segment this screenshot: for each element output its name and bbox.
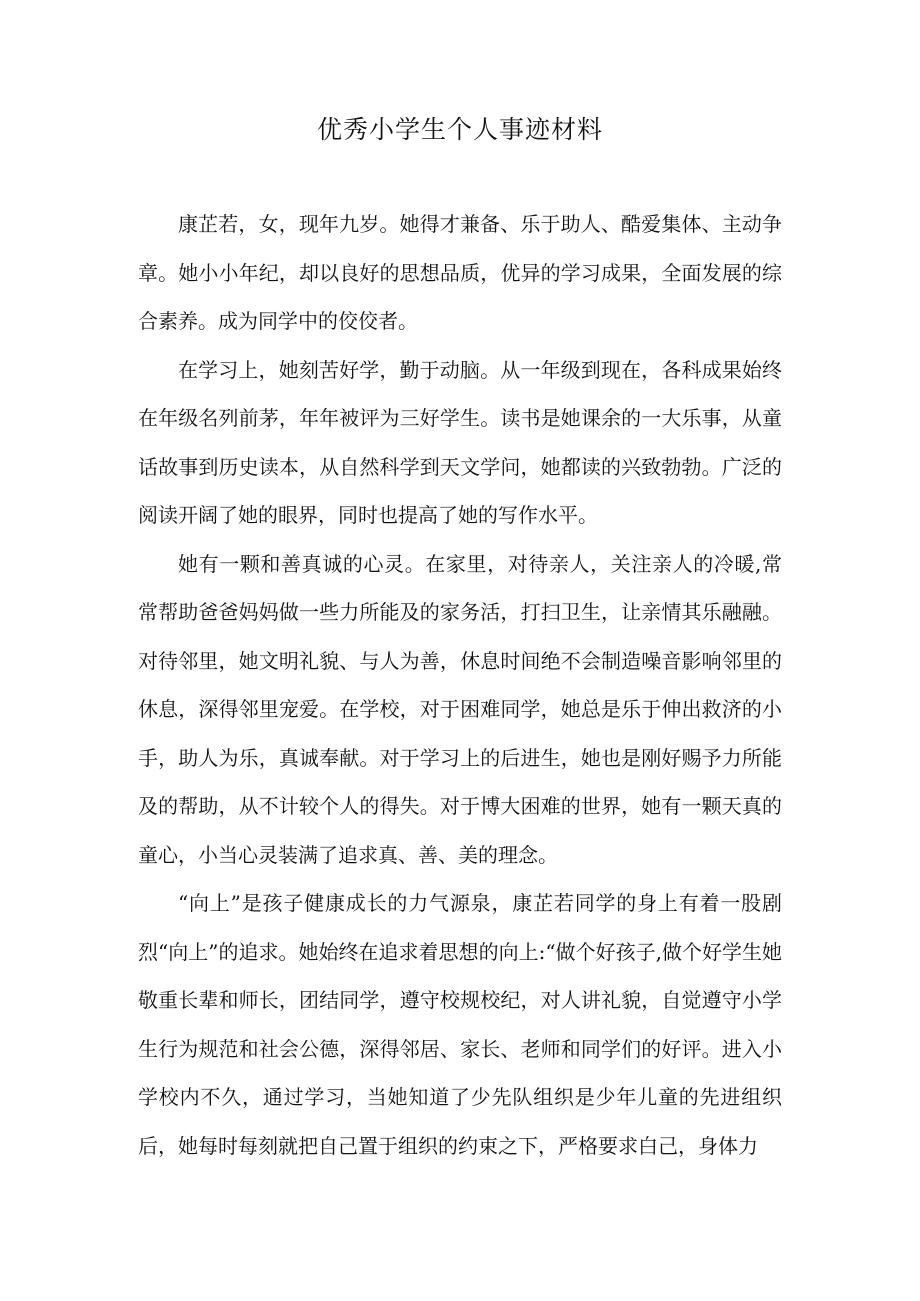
document-body: [138, 200, 782, 1170]
paragraph-kindness: 她有一颗和善真诚的心灵。在家里，对待亲人，关注亲人的冷暖,常常帮助爸爸妈妈做一些力所能及的家务活，打扫卫生，让亲情其乐融融。对待邻里，她文明礼貌、与人为善，休息时间绝不会制造噪音影响邻里的休息，深得邻里宠爱。在学校，对于困难同学，她总是乐于伸出救济的小手，助人为乐，真诚奉献。对于学习上的后进生，她也是刚好赐予力所能及的帮助，从不计较个人的得失。对于博大困难的世界，她有一颗天真的童心，小当心灵装满了追求真、善、美的理念。: [138, 551, 782, 867]
paragraph-intro: 康芷若，女，现年九岁。她得才兼备、乐于助人、酷爱集体、主动争章。她小小年纪，却以良好的思想品质，优异的学习成果，全面发展的综合素养。成为同学中的佼佼者。: [138, 212, 782, 333]
document-title: 优秀小学生个人事迹材料: [316, 115, 603, 144]
paragraph-upward: “向上”是孩子健康成长的力气源泉，康芷若同学的身上有着一股剧烈“向上”的追求。她始终在追求着思想的向上:“做个好孩子,做个好学生她敬重长辈和师长，团结同学，遵守校规校纪，对人讲礼貌，自觉遵守小学生行为规范和社会公德，深得邻居、家长、老师和同学们的好评。进入小学校内不久，通过学习，当她知道了少先队组织是少年儿童的先进组织后，她每时每刻就把自己置于组织的约束之下，严格要求白己，身体力: [138, 891, 782, 1158]
paragraph-study: 在学习上，她刻苦好学，勤于动脑。从一年级到现在，各科成果始终在年级名列前茅，年年被评为三好学生。读书是她课余的一大乐事，从童话故事到历史读本，从自然科学到天文学问，她都读的兴致勃勃。广泛的阅读开阔了她的眼界，同时也提高了她的写作水平。: [138, 357, 782, 527]
